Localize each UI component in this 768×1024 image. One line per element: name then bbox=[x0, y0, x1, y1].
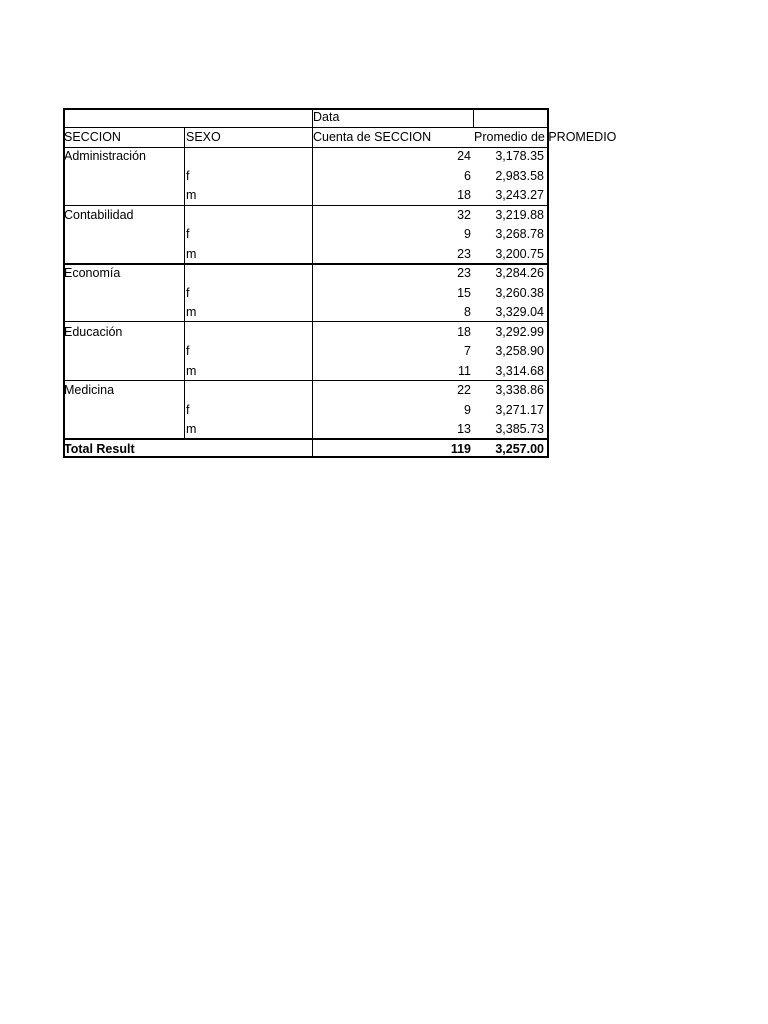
sexo-count: 13 bbox=[457, 422, 471, 436]
sexo-row bbox=[63, 401, 549, 421]
gridline-h bbox=[63, 438, 549, 440]
seccion-count: 18 bbox=[457, 324, 471, 339]
sexo-count: 15 bbox=[457, 285, 471, 300]
seccion-average: 3,338.86 bbox=[495, 383, 544, 397]
header-cuenta: Cuenta de SECCION bbox=[313, 129, 432, 144]
sexo-average: 3,260.38 bbox=[495, 285, 544, 300]
sexo-count: 11 bbox=[458, 363, 471, 378]
gridline-h bbox=[63, 205, 549, 206]
sexo-average: 3,271.17 bbox=[495, 402, 544, 417]
pivot-body bbox=[63, 147, 549, 440]
sexo-average: 3,200.75 bbox=[495, 246, 544, 261]
header-sexo: SEXO bbox=[186, 129, 221, 144]
sexo-average: 3,243.27 bbox=[495, 188, 544, 202]
sexo-row bbox=[63, 342, 549, 362]
total-row bbox=[63, 440, 549, 460]
total-average: 3,257.00 bbox=[495, 441, 544, 456]
group-row bbox=[63, 206, 549, 226]
sexo-count: 8 bbox=[464, 305, 471, 319]
sexo-count: 9 bbox=[464, 402, 471, 417]
sexo-average: 3,329.04 bbox=[495, 305, 544, 319]
total-count: 119 bbox=[450, 441, 471, 456]
gridline-h bbox=[63, 321, 549, 322]
group-row bbox=[63, 323, 549, 343]
sexo-count: 6 bbox=[464, 168, 471, 183]
sexo-row bbox=[63, 303, 549, 323]
gridline-h bbox=[63, 147, 549, 148]
seccion-name: Administración bbox=[64, 149, 146, 163]
seccion-average: 3,292.99 bbox=[495, 324, 544, 339]
gridline-v bbox=[473, 108, 474, 128]
sexo-average: 2,983.58 bbox=[495, 168, 544, 183]
header-seccion: SECCION bbox=[64, 129, 121, 144]
sexo-value: m bbox=[186, 246, 197, 261]
seccion-count: 23 bbox=[457, 266, 471, 280]
group-row bbox=[63, 147, 549, 167]
sexo-value: m bbox=[186, 188, 197, 202]
sexo-average: 3,385.73 bbox=[495, 422, 544, 436]
pivot-table bbox=[63, 108, 617, 459]
group-row bbox=[63, 264, 549, 284]
sexo-average: 3,314.68 bbox=[495, 363, 544, 378]
sexo-value: m bbox=[186, 422, 197, 436]
seccion-count: 22 bbox=[457, 383, 471, 397]
seccion-name: Economía bbox=[64, 266, 121, 280]
sexo-row bbox=[63, 167, 549, 187]
gridline-h bbox=[63, 380, 549, 381]
seccion-average: 3,219.88 bbox=[495, 207, 544, 222]
sexo-value: f bbox=[186, 344, 190, 358]
data-header-row bbox=[63, 108, 549, 128]
seccion-name: Educación bbox=[64, 324, 123, 339]
sexo-value: f bbox=[186, 285, 190, 300]
column-header-row bbox=[63, 128, 617, 148]
data-label: Data bbox=[313, 110, 340, 124]
sexo-row bbox=[63, 245, 549, 265]
header-promedio: Promedio de PROMEDIO bbox=[474, 129, 617, 144]
sexo-value: f bbox=[186, 402, 190, 417]
sexo-count: 23 bbox=[457, 246, 471, 261]
sexo-average: 3,268.78 bbox=[495, 227, 544, 241]
sexo-row bbox=[63, 362, 549, 382]
seccion-count: 32 bbox=[457, 207, 471, 222]
gridline-v bbox=[184, 128, 185, 439]
gridline-v bbox=[312, 108, 313, 458]
total-label: Total Result bbox=[64, 441, 135, 456]
sexo-value: f bbox=[186, 227, 190, 241]
sexo-count: 7 bbox=[464, 344, 471, 358]
sexo-row bbox=[63, 225, 549, 245]
seccion-average: 3,178.35 bbox=[495, 149, 544, 163]
sexo-average: 3,258.90 bbox=[495, 344, 544, 358]
sexo-count: 9 bbox=[464, 227, 471, 241]
gridline-h bbox=[63, 127, 549, 128]
sexo-count: 18 bbox=[457, 188, 471, 202]
sexo-value: m bbox=[186, 305, 197, 319]
sexo-row bbox=[63, 186, 549, 206]
group-row bbox=[63, 381, 549, 401]
seccion-name: Contabilidad bbox=[64, 207, 134, 222]
sexo-value: m bbox=[186, 363, 197, 378]
seccion-count: 24 bbox=[457, 149, 471, 163]
seccion-average: 3,284.26 bbox=[495, 266, 544, 280]
gridline-h bbox=[63, 263, 549, 265]
seccion-name: Medicina bbox=[64, 383, 115, 397]
sexo-value: f bbox=[186, 168, 190, 183]
sexo-row bbox=[63, 284, 549, 304]
